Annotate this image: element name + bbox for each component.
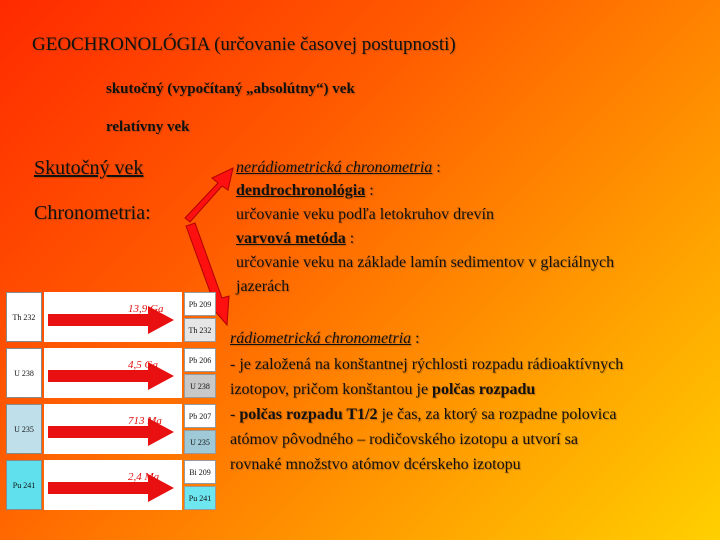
title-main: GEOCHRONOLÓGIA <box>32 34 210 55</box>
radio-line-2 <box>230 381 535 399</box>
subtitle-absolute-age: skutočný (vypočítaný „absolútny“) vek <box>106 81 355 97</box>
parent-isotope: Pu 241 <box>6 460 42 510</box>
varv-label: varvová metóda <box>236 230 346 247</box>
decay-arrow-area <box>44 348 182 398</box>
dendro-suffix: : <box>365 182 374 199</box>
nonradio-heading-suffix: : <box>432 159 441 176</box>
parent-isotope: U 238 <box>6 348 42 398</box>
decay-arrow-icon <box>44 348 182 398</box>
daughter-isotope: Pb 206 <box>184 348 216 372</box>
radio-heading-text: rádiometrická chronometria <box>230 330 412 347</box>
decay-arrow-area <box>44 460 182 510</box>
nonradio-heading-text: nerádiometrická chronometria <box>236 159 433 176</box>
decay-diagram <box>6 292 216 516</box>
decay-row <box>6 292 216 342</box>
varv-suffix: : <box>345 230 355 247</box>
remaining-isotope: Th 232 <box>184 318 216 342</box>
parent-isotope: U 235 <box>6 404 42 454</box>
arrow-to-nonradio <box>185 168 233 222</box>
daughter-isotope: Pb 207 <box>184 404 216 428</box>
radio-line-3-bold: polčas rozpadu T1/2 <box>239 406 378 423</box>
label-chronometria: Chronometria: <box>34 202 151 224</box>
varv-line <box>236 230 354 248</box>
subtitle-relative-age: relatívny vek <box>106 119 190 135</box>
dendro-label: dendrochronológia <box>236 182 366 199</box>
decay-arrow-icon <box>44 292 182 342</box>
radio-line-3 <box>230 406 616 424</box>
remaining-isotope: U 238 <box>184 374 216 398</box>
half-life-label: 13,9 Ga <box>128 303 164 315</box>
half-life-label: 713 Ma <box>128 415 162 427</box>
half-life-label: 2,4 Ma <box>128 471 160 483</box>
half-life-label: 4,5 Ga <box>128 359 158 371</box>
radio-line-3-pre: - <box>230 406 240 423</box>
parent-isotope: Th 232 <box>6 292 42 342</box>
radio-line-5: rovnaké množstvo atómov dcérskeho izotopu <box>230 456 521 473</box>
decay-row <box>6 348 216 398</box>
radio-line-2-bold: polčas rozpadu <box>432 381 536 398</box>
radio-line-3-post: je čas, za ktorý sa rozpadne polovica <box>377 406 617 423</box>
decay-arrow-area <box>44 292 182 342</box>
decay-arrow-icon <box>44 404 182 454</box>
radio-line-4: atómov pôvodného – rodičovského izotopu a utvorí sa <box>230 431 578 448</box>
decay-row <box>6 404 216 454</box>
daughter-isotope: Pb 209 <box>184 292 216 316</box>
decay-row <box>6 460 216 510</box>
decay-arrow-icon <box>44 460 182 510</box>
title-rest: (určovanie časovej postupnosti) <box>209 34 456 55</box>
radio-heading-suffix: : <box>411 330 420 347</box>
daughter-isotope: Bi 209 <box>184 460 216 484</box>
radio-line-1: - je založená na konštantnej rýchlosti rozpadu rádioaktívnych <box>230 356 624 373</box>
remaining-isotope: Pu 241 <box>184 486 216 510</box>
decay-arrow-area <box>44 404 182 454</box>
label-skutocny-vek: Skutočný vek <box>34 157 144 179</box>
dendro-line <box>236 182 374 200</box>
varv-desc-2: jazerách <box>236 278 290 295</box>
nonradio-heading <box>236 159 441 177</box>
radio-line-2-pre: izotopov, pričom konštantou je <box>230 381 433 398</box>
radio-heading <box>230 330 420 348</box>
varv-desc-1: určovanie veku na základe lamín sedimentov v glaciálnych <box>236 254 615 271</box>
dendro-desc: určovanie veku podľa letokruhov drevín <box>236 206 494 223</box>
remaining-isotope: U 235 <box>184 430 216 454</box>
